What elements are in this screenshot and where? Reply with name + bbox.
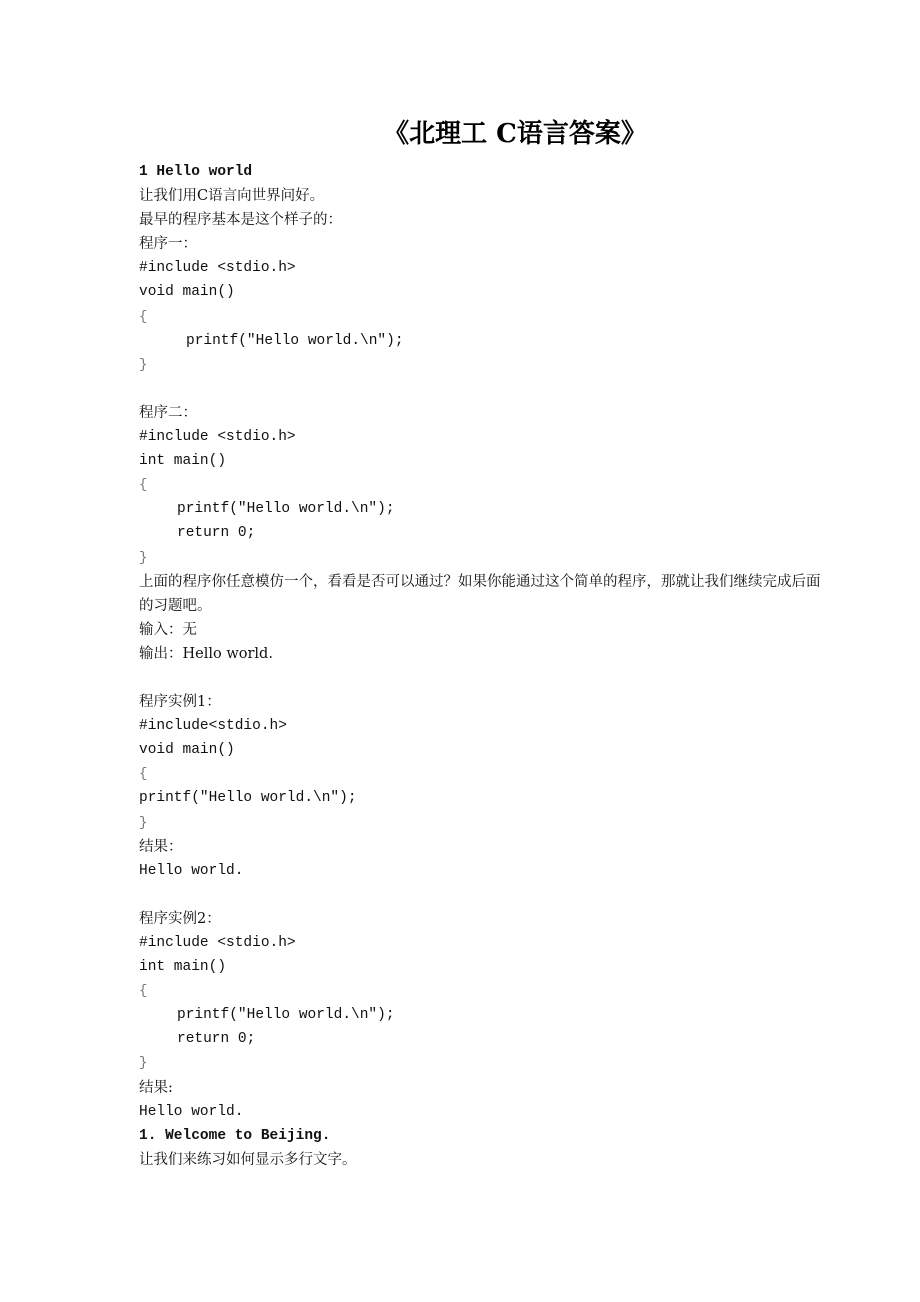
example-label: 程序实例1： (139, 694, 221, 711)
code-line: int main() (139, 453, 227, 470)
code-brace-open: { (139, 477, 148, 494)
code-line: #include <stdio.h> (139, 935, 296, 951)
code-brace-close: } (139, 356, 148, 373)
paragraph-wrapped: 上面的程序你任意模仿一个，看看是否可以通过？如果你能通过这个简单的程序，那就让我们继续完成后面的习题吧。 (139, 573, 821, 614)
section-heading-welcome: 1. Welcome to Beijing. (139, 1127, 331, 1144)
code-line: #include <stdio.h> (139, 429, 296, 446)
section-heading-hello-world: 1 Hello world (139, 164, 253, 180)
result-label: 结果: (139, 1079, 173, 1096)
code-line: void main() (139, 742, 235, 759)
code-line: #include <stdio.h> (139, 260, 296, 277)
code-line: return 0; (177, 1031, 256, 1048)
code-line: printf("Hello world.\n"); (177, 1007, 395, 1024)
code-line: return 0; (177, 525, 256, 542)
code-line: printf("Hello world.\n"); (186, 332, 404, 349)
paragraph-line: 让我们来练习如何显示多行文字。 (139, 1151, 357, 1168)
document-title: 《北理工 C语言答案》 (383, 119, 647, 149)
example-label: 程序实例2： (139, 910, 221, 927)
result-output: Hello world. (139, 862, 244, 879)
code-line: void main() (139, 284, 235, 301)
result-output: Hello world. (139, 1103, 244, 1120)
paragraph-line: 让我们用C语言向世界问好。 (139, 188, 325, 205)
code-line: printf("Hello world.\n"); (177, 501, 395, 518)
code-brace-close: } (139, 549, 148, 566)
program-label: 程序二： (139, 404, 197, 421)
code-line: #include<stdio.h> (139, 718, 287, 735)
blank-line (139, 883, 839, 907)
code-brace-close: } (139, 814, 148, 831)
blank-line (139, 666, 839, 690)
input-line: 输入：无 (139, 621, 197, 638)
document-body (139, 160, 839, 1172)
code-brace-open: { (139, 308, 148, 325)
paragraph-line: 最早的程序基本是这个样子的： (139, 212, 342, 229)
result-label: 结果： (139, 838, 183, 855)
program-label: 程序一： (139, 236, 197, 253)
output-line: 输出：Hello world. (139, 645, 273, 662)
blank-line (139, 377, 839, 401)
code-brace-close: } (139, 1055, 148, 1072)
code-line: int main() (139, 959, 227, 976)
code-line: printf("Hello world.\n"); (139, 790, 357, 807)
code-brace-open: { (139, 983, 148, 1000)
code-brace-open: { (139, 766, 148, 783)
